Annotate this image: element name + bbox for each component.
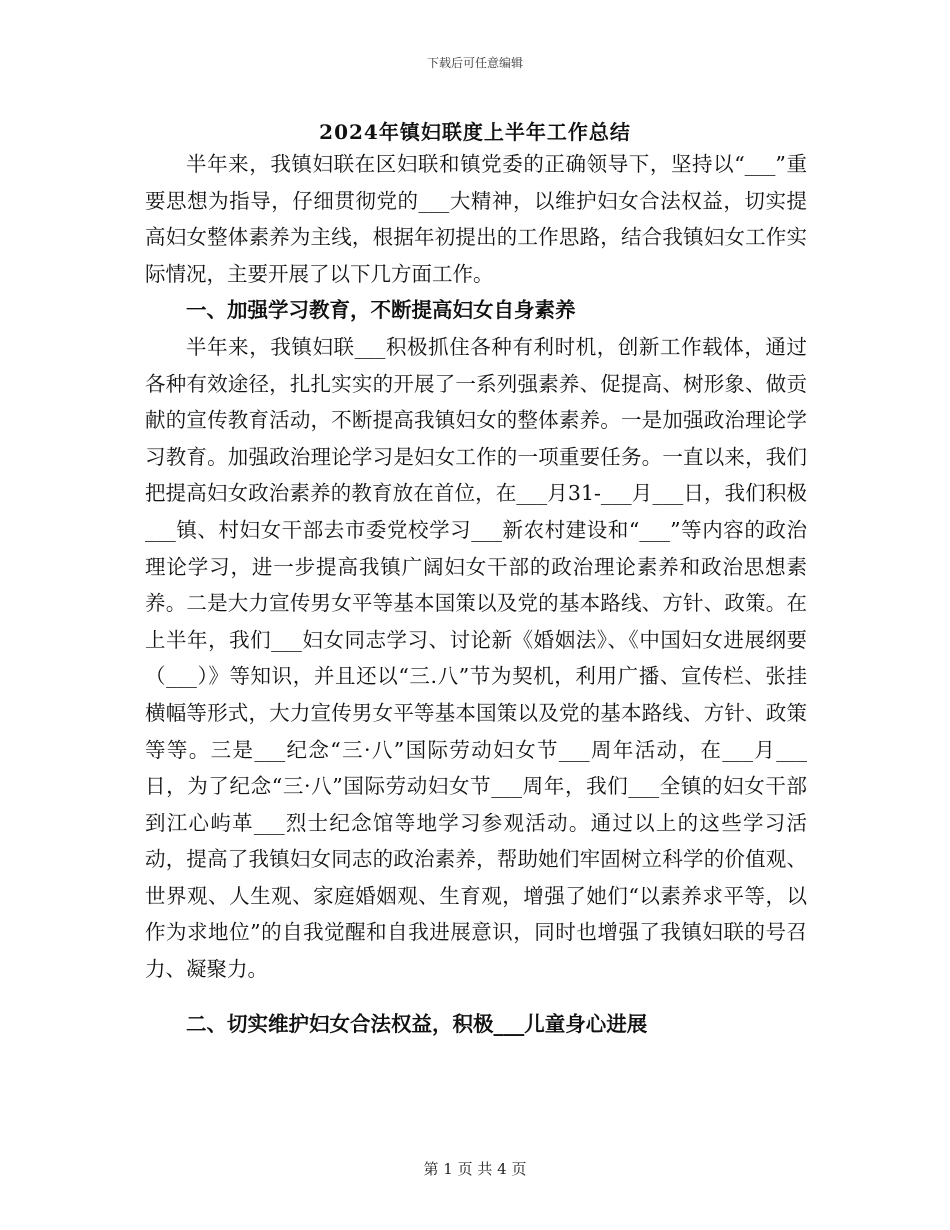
- intro-paragraph: 半年来，我镇妇联在区妇联和镇党委的正确领导下，坚持以“___”重要思想为指导，仔细贯彻党的___大精神，以维护妇女合法权益，切实提高妇女整体素养为主线，根据年初提出的工作思路，结合我镇妇女工作实际情况，主要开展了以下几方面工作。: [145, 152, 807, 286]
- page-header: 下载后可任意编辑: [426, 56, 523, 70]
- page-number-footer: 第 1 页 共 4 页: [423, 1160, 527, 1178]
- document-body: [145, 146, 807, 1042]
- section-2-heading: 二、切实维护妇女合法权益，积极___儿童身心进展: [186, 1011, 648, 1036]
- section-1-heading: 一、加强学习教育，不断提高妇女自身素养: [186, 298, 576, 323]
- section-1-paragraph: 半年来，我镇妇联___积极抓住各种有利时机，创新工作载体，通过各种有效途径，扎扎实实的开展了一系列强素养、促提高、树形象、做贡献的宣传教育活动，不断提高我镇妇女的整体素养。一是加强政治理论学习教育。加强政治理论学习是妇女工作的一项重要任务。一直以来，我们把提高妇女政治素养的教育放在首位，在___月31-___月___日，我们积极___镇、村妇女干部去市委党校学习___新农村建设和“___”等内容的政治理论学习，进一步提高我镇广阔妇女干部的政治理论素养和政治思想素养。二是大力宣传男女平等基本国策以及党的基本路线、方针、政策。在上半年，我们___妇女同志学习、讨论新《婚姻法》、《中国妇女进展纲要（___）》等知识，并且还以“三.八”节为契机，利用广播、宣传栏、张挂横幅等形式，大力宣传男女平等基本国策以及党的基本路线、方针、政策等等。三是___纪念“三·八”国际劳动妇女节___周年活动，在___月___日，为了纪念“三·八”国际劳动妇女节___周年，我们___全镇的妇女干部到江心屿革___烈士纪念馆等地学习参观活动。通过以上的这些学习活动，提高了我镇妇女同志的政治素养，帮助她们牢固树立科学的价值观、世界观、人生观、家庭婚姻观、生育观，增强了她们“以素养求平等，以作为求地位”的自我觉醒和自我进展意识，同时也增强了我镇妇联的号召力、凝聚力。: [145, 334, 807, 982]
- document-title: 2024年镇妇联度上半年工作总结: [319, 120, 631, 144]
